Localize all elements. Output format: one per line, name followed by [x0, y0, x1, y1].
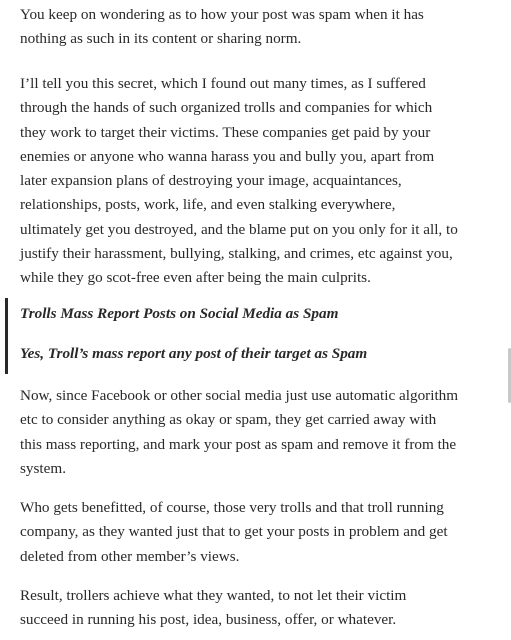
- blockquote-bar: [5, 298, 8, 374]
- text-line: Now, since Facebook or other social media just use automatic algorithm: [20, 387, 459, 404]
- text-line: Result, trollers achieve what they wanted, to not let their victim: [20, 587, 407, 604]
- text-line: I’ll tell you this secret, which I found out many times, as I suffered: [20, 75, 426, 92]
- blockquote-line-1: Trolls Mass Report Posts on Social Media as Spam: [20, 305, 339, 322]
- text-line: justify their harassment, bullying, stalking, and crimes, etc against you,: [20, 245, 453, 263]
- paragraph-5: [20, 584, 406, 633]
- text-line: this mass reporting, and mark your post as spam and remove it from the: [20, 435, 457, 453]
- text-line: they work to target their victims. These companies get paid by your: [20, 123, 431, 141]
- text-line: enemies or anyone who wanna harass you and bully you, apart from: [20, 147, 435, 165]
- text-line: through the hands of such organized trolls and companies for which: [20, 99, 433, 117]
- paragraph-2: [20, 72, 458, 291]
- text-line: system.: [20, 459, 66, 477]
- text-line: etc to consider anything as okay or spam, they get carried away with: [20, 411, 437, 429]
- text-line: later expansion plans of destroying your image, acquaintances,: [20, 172, 402, 190]
- paragraph-3: [20, 384, 458, 481]
- text-line: deleted from other member’s views.: [20, 547, 240, 565]
- text-line: while they go scot-free even after being the main culprits.: [20, 269, 371, 287]
- paragraph-4: [20, 496, 448, 569]
- text-line: succeed in running his post, idea, business, offer, or whatever.: [20, 611, 397, 629]
- text-line: Who gets benefitted, of course, those very trolls and that troll running: [20, 499, 444, 516]
- paragraph-1: [20, 3, 424, 52]
- text-line: relationships, posts, work, life, and even stalking everywhere,: [20, 196, 396, 214]
- text-line: nothing as such in its content or sharing norm.: [20, 30, 302, 48]
- blockquote-line-2: Yes, Troll’s mass report any post of their target as Spam: [20, 345, 368, 362]
- text-line: You keep on wondering as to how your post was spam when it has: [20, 6, 424, 23]
- text-line: company, as they wanted just that to get your posts in problem and get: [20, 523, 448, 541]
- text-line: ultimately get you destroyed, and the blame put on you only for it all, to: [20, 220, 458, 238]
